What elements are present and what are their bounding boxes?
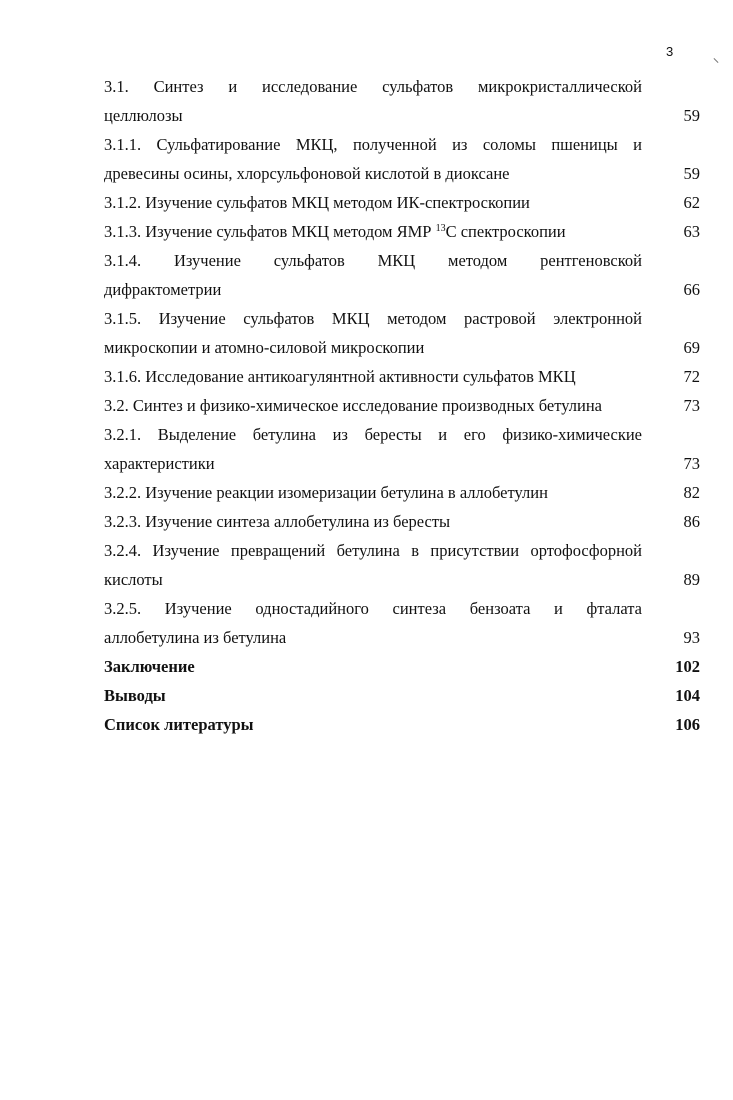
toc-entry-title-line: 3.2.4. Изучение превращений бетулина в присутствии ортофосфорной [104,541,642,560]
toc-entry-3-1-3 [104,217,700,246]
toc-page-number: 86 [683,512,700,531]
toc-entry-title-line: Выводы [104,686,166,705]
toc-entry-3-1-1 [104,130,700,188]
toc-page-number: 106 [675,715,700,734]
toc-entry-title-line: целлюлозы [104,106,183,125]
toc-entry-title-line: аллобетулина из бетулина [104,628,287,647]
toc-entry-3-2-2 [104,478,700,507]
toc-entry-title-line [104,217,642,246]
toc-entry-3-2-1 [104,420,700,478]
toc-page-number: 72 [683,367,700,386]
toc-entry-conclusion [104,652,700,681]
toc-entry-title-line: 3.1. Синтез и исследование сульфатов микрокристаллической [104,77,642,96]
toc-entry-title-line: характеристики [104,454,215,473]
toc-entry-title-line: 3.2.5. Изучение одностадийного синтеза бензоата и фталата [104,599,642,618]
toc-entry-3-2 [104,391,700,420]
toc-entry-3-1-2 [104,188,700,217]
toc-page-number: 73 [683,454,700,473]
toc-entry-title-line: 3.1.1. Сульфатирование МКЦ, полученной из соломы пшеницы и [104,135,642,154]
toc-entry-title-line: дифрактометрии [104,280,222,299]
toc-entry-title-line: древесины осины, хлорсульфоновой кислотой в диоксане [104,164,510,183]
toc-page-number: 63 [683,222,700,241]
toc-entry-title-line: 3.1.4. Изучение сульфатов МКЦ методом рентгеновской [104,251,642,270]
toc-entry-title-line: 3.1.5. Изучение сульфатов МКЦ методом растровой электронной [104,309,642,328]
page-number: 3 [666,44,674,59]
toc-entry-findings [104,681,700,710]
table-of-contents [104,72,700,739]
toc-page-number: 102 [675,657,700,676]
toc-entry-title-line: микроскопии и атомно-силовой микроскопии [104,338,425,357]
toc-page-number: 66 [683,280,700,299]
toc-entry-3-2-3 [104,507,700,536]
toc-entry-3-2-4 [104,536,700,594]
toc-page-number: 62 [683,193,700,212]
toc-entry-3-1-6 [104,362,700,391]
toc-entry-title-line: 3.1.2. Изучение сульфатов МКЦ методом ИК-спектроскопии [104,193,530,212]
toc-entry-title-line: Список литературы [104,715,254,734]
toc-page-number: 82 [683,483,700,502]
toc-page-number: 73 [683,396,700,415]
toc-entry-3-1-5 [104,304,700,362]
toc-entry-title-line: Заключение [104,657,195,676]
toc-entry-title-line: 3.1.6. Исследование антикоагулянтной активности сульфатов МКЦ [104,367,576,386]
scan-mark [714,58,719,63]
toc-page-number: 93 [683,628,700,647]
toc-entry-title-line: 3.2.2. Изучение реакции изомеризации бетулина в аллобетулин [104,483,548,502]
toc-page-number: 59 [683,164,700,183]
toc-entry-references [104,710,700,739]
toc-entry-3-2-5 [104,594,700,652]
toc-title-suffix: С спектроскопии [445,222,566,241]
toc-page-number: 104 [675,686,700,705]
toc-page-number: 59 [683,106,700,125]
toc-page-number: 89 [683,570,700,589]
toc-title-prefix: 3.1.3. Изучение сульфатов МКЦ методом ЯМР [104,222,436,241]
toc-entry-3-1 [104,72,700,130]
toc-entry-title-line: 3.2.1. Выделение бетулина из бересты и его физико-химические [104,425,642,444]
toc-entry-title-line: 3.2.3. Изучение синтеза аллобетулина из бересты [104,512,451,531]
isotope-superscript: 13 [435,223,446,234]
toc-entry-3-1-4 [104,246,700,304]
toc-page-number: 69 [683,338,700,357]
toc-entry-title-line: кислоты [104,570,163,589]
toc-entry-title-line: 3.2. Синтез и физико-химическое исследование производных бетулина [104,396,602,415]
